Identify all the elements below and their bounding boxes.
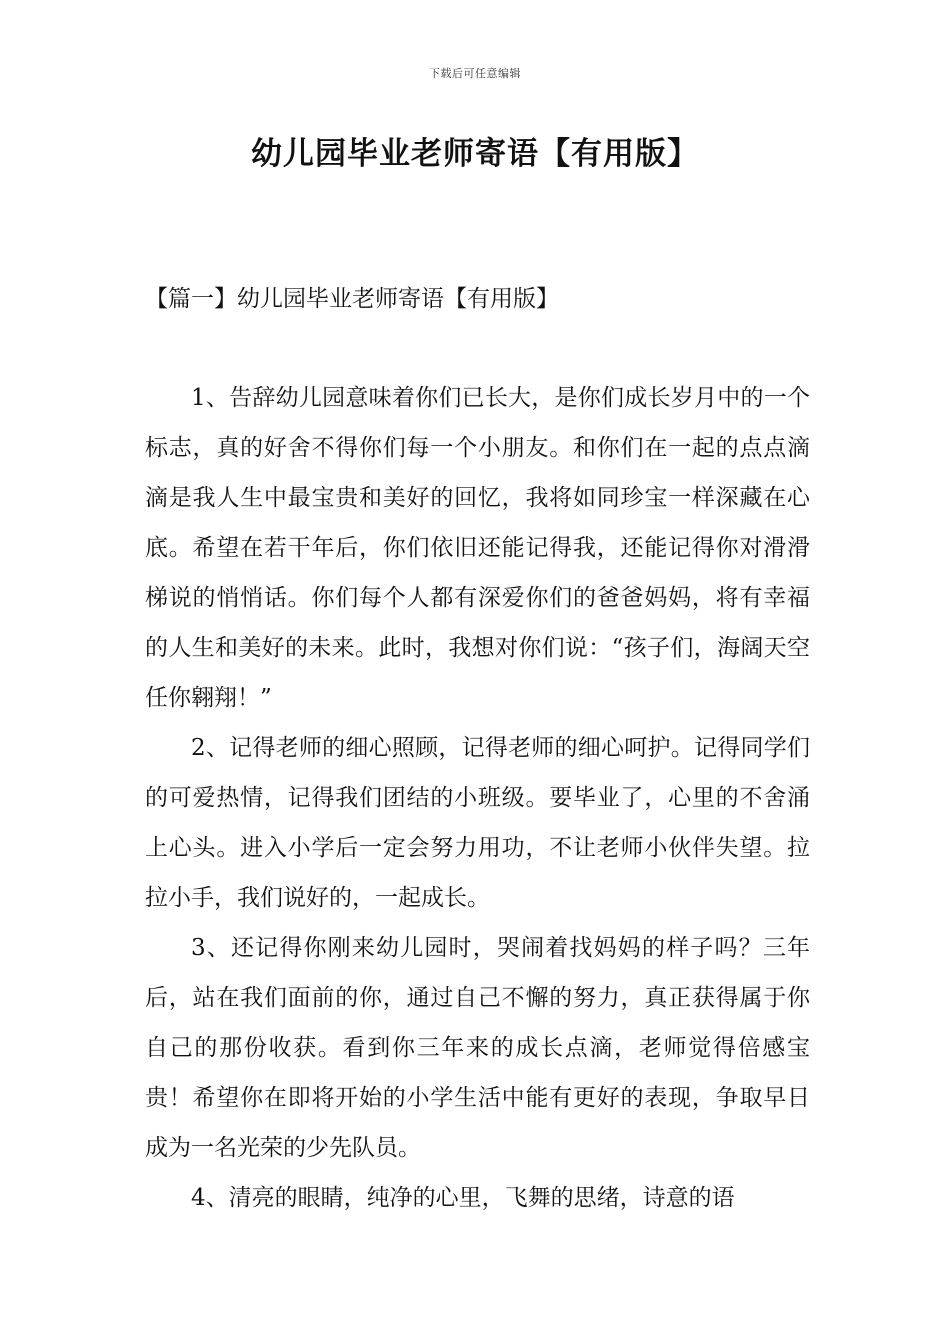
header-note: 下载后可任意编辑 bbox=[429, 67, 521, 80]
document-title: 幼儿园毕业老师寄语【有用版】 bbox=[251, 136, 699, 172]
paragraph: 1、告辞幼儿园意味着你们已长大，是你们成长岁月中的一个标志，真的好舍不得你们每一个小朋友。和你们在一起的点点滴滴是我人生中最宝贵和美好的回忆，我将如同珍宝一样深藏在心底。希望在若干年后，你们依旧还能记得我，还能记得你对滑滑梯说的悄悄话。你们每个人都有深爱你们的爸爸妈妈，将有幸福的人生和美好的未来。此时，我想对你们说：“孩子们，海阔天空任你翱翔！” bbox=[145, 385, 810, 711]
section-heading: 【篇一】幼儿园毕业老师寄语【有用版】 bbox=[145, 286, 559, 312]
paragraph: 2、记得老师的细心照顾，记得老师的细心呵护。记得同学们的可爱热情，记得我们团结的小班级。要毕业了，心里的不舍涌上心头。进入小学后一定会努力用功，不让老师小伙伴失望。拉拉小手，我们说好的，一起成长。 bbox=[145, 735, 810, 911]
paragraph: 3、还记得你刚来幼儿园时，哭闹着找妈妈的样子吗？三年后，站在我们面前的你，通过自己不懈的努力，真正获得属于你自己的那份收获。看到你三年来的成长点滴，老师觉得倍感宝贵！希望你在即将开始的小学生活中能有更好的表现，争取早日成为一名光荣的少先队员。 bbox=[145, 935, 810, 1161]
body-text bbox=[145, 373, 810, 1223]
paragraph: 4、清亮的眼睛，纯净的心里，飞舞的思绪，诗意的语 bbox=[191, 1185, 735, 1211]
